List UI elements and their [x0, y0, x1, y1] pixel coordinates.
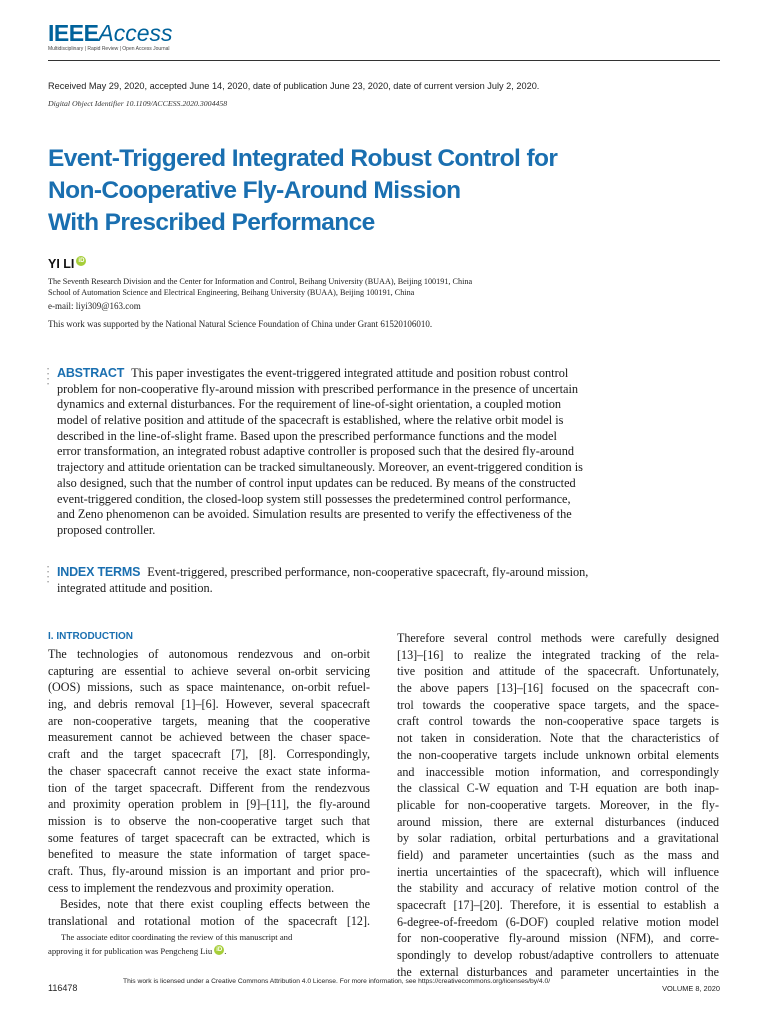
index-terms-line: INDEX TERMS Event-triggered, prescribed performance, non-cooperative spacecraft, fly-around mission, — [57, 565, 589, 579]
body-line: translational and rotational motion of the spacecraft [12]. — [48, 914, 370, 928]
abstract-line: dynamics and external disturbances. For the requirement of line-of-sight orientation, a coupled motion — [57, 397, 562, 412]
abstract-line: model of relative position and attitude of the spacecraft is established, where the relative orbit model is — [57, 413, 564, 428]
affiliation: School of Automation Science and Electrical Engineering, Beihang University (BUAA), Beijing 100191, China — [48, 288, 415, 297]
section-heading: I. INTRODUCTION — [48, 631, 133, 642]
abstract-line: event-triggered condition, the closed-loop system still possesses the predetermined control performance, — [57, 491, 571, 506]
funding-note: This work was supported by the National Natural Science Foundation of China under Grant 61520106010. — [48, 319, 433, 329]
body-column-left — [48, 646, 370, 930]
body-line: the external disturbances and parameter uncertainties in the — [397, 964, 719, 979]
body-line: are non-cooperative targets, meaning that the cooperative — [48, 713, 370, 728]
body-line: by solar radiation, orbital perturbations and a gravitational — [397, 831, 719, 846]
body-line: the stability and accuracy of relative motion control of the — [397, 881, 719, 896]
footnote-line: approving it for publication was Pengcheng Liu iD . — [48, 946, 227, 956]
body-column-right — [397, 630, 719, 980]
body-line: Besides, note that there exist coupling effects between the — [60, 897, 370, 912]
body-line: cess to implement the rendezvous and proximity operation. — [48, 880, 335, 895]
body-line: craft and the target spacecraft [7], [8]. Correspondingly, — [48, 747, 370, 762]
editor-footnote — [48, 930, 370, 958]
body-line: tive position and attitude of the spacecraft. Unfortunately, — [397, 664, 719, 679]
body-line: 6-degree-of-freedom (6-DOF) coupled relative motion model — [397, 914, 719, 929]
body-line: tion of the target spacecraft. Different from the rendezvous — [48, 780, 370, 795]
index-terms-line: integrated attitude and position. — [57, 580, 213, 595]
affiliation: The Seventh Research Division and the Center for Information and Control, Beihang University (BUAA), Beijing 100191, China — [48, 277, 473, 286]
received-dates: Received May 29, 2020, accepted June 14, 2020, date of publication June 23, 2020, date of current version July 2, 2020. — [48, 81, 540, 91]
body-line: ing, and debris removal [1]–[6]. However, several spacecraft — [48, 697, 370, 712]
body-line: capturing are essential to achieve several on-orbit servicing — [48, 663, 370, 678]
author-email[interactable]: e-mail: liyi309@163.com — [48, 301, 141, 311]
doi[interactable]: Digital Object Identifier 10.1109/ACCESS.2020.3004458 — [48, 99, 228, 108]
orcid-icon[interactable]: iD — [216, 947, 223, 953]
author-name — [48, 257, 86, 271]
title-line: With Prescribed Performance — [48, 209, 375, 236]
abstract-line: proposed controller. — [57, 522, 156, 537]
body-line: plicable for non-cooperative targets. Moreover, in the fly- — [397, 797, 719, 812]
body-line: measurement cannot be achieved between the chaser space- — [48, 730, 370, 745]
abstract-marker-icon: • • • • — [47, 367, 50, 388]
body-line: field) and parameter uncertainties (such as the mass and — [397, 847, 719, 862]
orcid-icon[interactable]: iD — [78, 258, 85, 264]
body-line: The technologies of autonomous rendezvous and on-orbit — [48, 647, 370, 661]
body-line: Therefore several control methods were carefully designed — [397, 631, 719, 645]
paper-title — [48, 143, 688, 239]
body-line: the classical C-W equation and T-H equation are both inap- — [397, 781, 719, 796]
abstract-label: ABSTRACT — [57, 366, 125, 380]
index-terms — [57, 565, 627, 596]
abstract-line: ABSTRACT This paper investigates the event-triggered integrated attitude and position robust control — [57, 366, 569, 380]
abstract-line: and Zeno phenomenon can be avoided. Simulation results are presented to verify the effectiveness of the — [57, 507, 572, 522]
body-line: inertia uncertainties of the spacecraft), which will influence — [397, 864, 719, 879]
logo-access: Access — [98, 20, 173, 46]
logo-ieee: IEEE — [48, 20, 99, 46]
title-line: Event-Triggered Integrated Robust Control for — [48, 145, 558, 172]
body-line: for non-cooperative fly-around mission (NFM), and corre- — [397, 931, 719, 946]
body-line: (OOS) missions, such as space maintenance, on-orbit refuel- — [48, 680, 370, 695]
license-note[interactable]: This work is licensed under a Creative Commons Attribution 4.0 License. For more information, see https://creativecommons.org/licenses/by/4.0/ — [123, 978, 551, 985]
body-line: spacecraft [17]–[20]. Therefore, it is essential to establish a — [397, 898, 719, 912]
body-line: not taken in consideration. Note that the characteristics of — [397, 731, 719, 746]
volume-label: VOLUME 8, 2020 — [662, 984, 720, 993]
abstract-line: also designed, such that the number of control input updates can be reduced. By means of the constructed — [57, 475, 576, 490]
body-line: the chaser spacecraft cannot receive the exact state informa- — [48, 763, 370, 778]
body-line: craft. Thus, fly-around mission is an important and prior pro- — [48, 863, 370, 878]
title-line: Non-Cooperative Fly-Around Mission — [48, 177, 461, 204]
page-number: 116478 — [48, 983, 78, 993]
abstract — [57, 366, 627, 539]
abstract-line: described in the line-of-slight frame. Based upon the prescribed performance functions and the model — [57, 428, 557, 443]
abstract-line: problem for non-cooperative fly-around mission with prescribed performance in the presence of uncertain — [57, 381, 579, 396]
affiliations — [48, 276, 472, 298]
journal-logo — [48, 20, 173, 47]
abstract-line: trajectory and attitude orientation can be tracked simultaneously. Moreover, an event-triggered condition is — [57, 460, 583, 475]
body-line: benefited to measure the state information of target space- — [48, 847, 370, 862]
index-terms-marker-icon: • • • • — [47, 565, 50, 586]
author-name-text: YI LI — [48, 257, 75, 271]
body-line: and proximity operation problem in [9]–[11], the fly-around — [48, 797, 370, 812]
body-line: spondingly to develop robust/adaptive controllers to attenuate — [397, 948, 719, 963]
body-line: mission is to observe the non-cooperative target such that — [48, 813, 370, 828]
body-line: around mission, there are external disturbances (induced — [397, 814, 719, 829]
body-line: trol towards the cooperative space targets, and the space- — [397, 697, 719, 712]
logo-tagline: Multidisciplinary | Rapid Review | Open Access Journal — [48, 46, 170, 52]
body-line: the non-cooperative targets include unknown orbital elements — [397, 747, 719, 762]
body-line: [13]–[16] to realize the integrated tracking of the rela- — [397, 647, 719, 662]
abstract-line: error transformation, an integrated robust adaptive controller is proposed such that the desired fly-around — [57, 444, 574, 459]
footnote-line: The associate editor coordinating the review of this manuscript and — [61, 932, 293, 942]
body-line: and inaccessible motion information, and correspondingly — [397, 764, 719, 779]
body-line: some features of target spacecraft can be extracted, which is — [48, 830, 370, 845]
body-line: the above papers [13]–[16] focused on the spacecraft con- — [397, 681, 719, 696]
index-terms-label: INDEX TERMS — [57, 565, 141, 579]
header-divider — [48, 60, 720, 61]
body-line: craft control towards the non-cooperative space targets is — [397, 714, 719, 729]
